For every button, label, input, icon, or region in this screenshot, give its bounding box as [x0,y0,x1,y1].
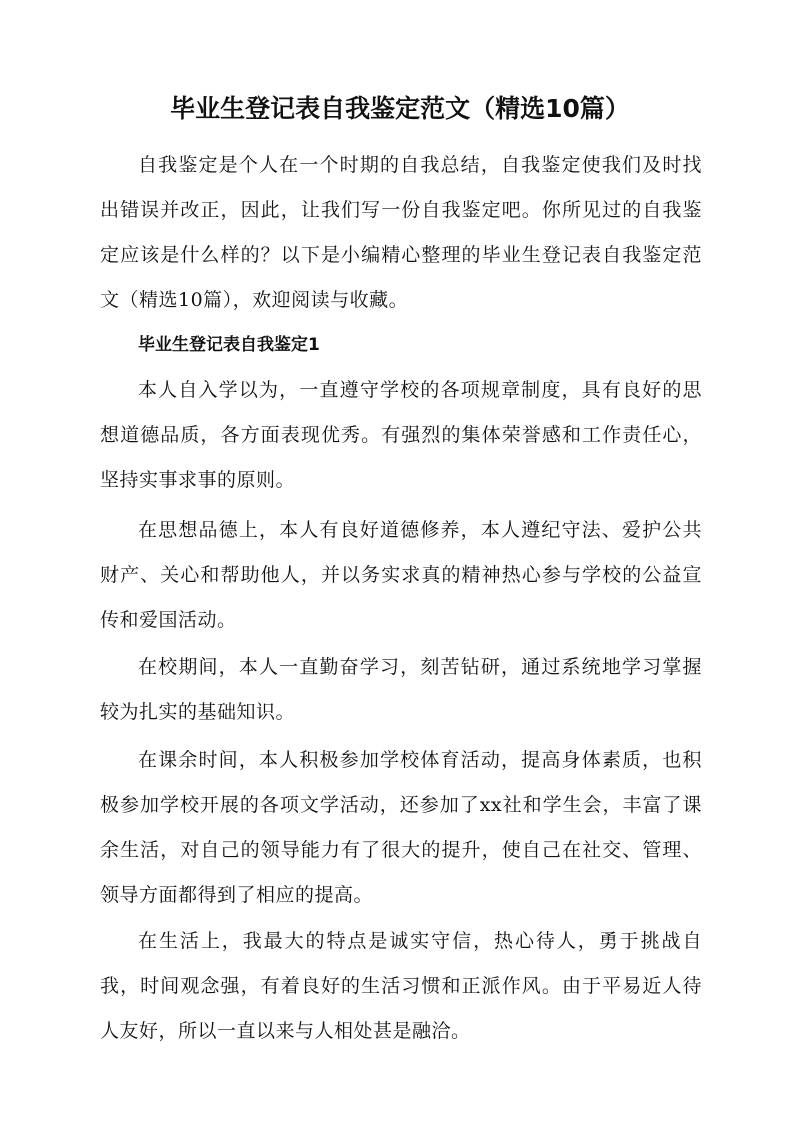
body-paragraph-4: 在课余时间，本人积极参加学校体育活动，提高身体素质，也积极参加学校开展的各项文学活动，还参加了xx社和学生会，丰富了课余生活，对自己的领导能力有了很大的提升，使自己在社交、管理、领导方面都得到了相应的提高。 [100,749,702,906]
document-title: 毕业生登记表自我鉴定范文（精选10篇） [170,94,630,123]
intro-paragraph: 自我鉴定是个人在一个时期的自我总结，自我鉴定使我们及时找出错误并改正，因此，让我们写一份自我鉴定吧。你所见过的自我鉴定应该是什么样的？以下是小编精心整理的毕业生登记表自我鉴定范文（精选10篇），欢迎阅读与收藏。 [100,154,702,311]
body-paragraph-1: 本人自入学以为，一直遵守学校的各项规章制度，具有良好的思想道德品质，各方面表现优秀。有强烈的集体荣誉感和工作责任心，坚持实事求事的原则。 [100,379,702,491]
section-heading: 毕业生登记表自我鉴定1 [138,335,320,355]
body-paragraph-5: 在生活上，我最大的特点是诚实守信，热心待人，勇于挑战自我，时间观念强，有着良好的生活习惯和正派作风。由于平易近人待人友好，所以一直以来与人相处甚是融洽。 [100,930,702,1042]
body-paragraph-3: 在校期间，本人一直勤奋学习，刻苦钻研，通过系统地学习掌握较为扎实的基础知识。 [100,656,702,723]
body-paragraph-2: 在思想品德上，本人有良好道德修养，本人遵纪守法、爱护公共财产、关心和帮助他人，并以务实求真的精神热心参与学校的公益宣传和爱国活动。 [100,519,702,631]
